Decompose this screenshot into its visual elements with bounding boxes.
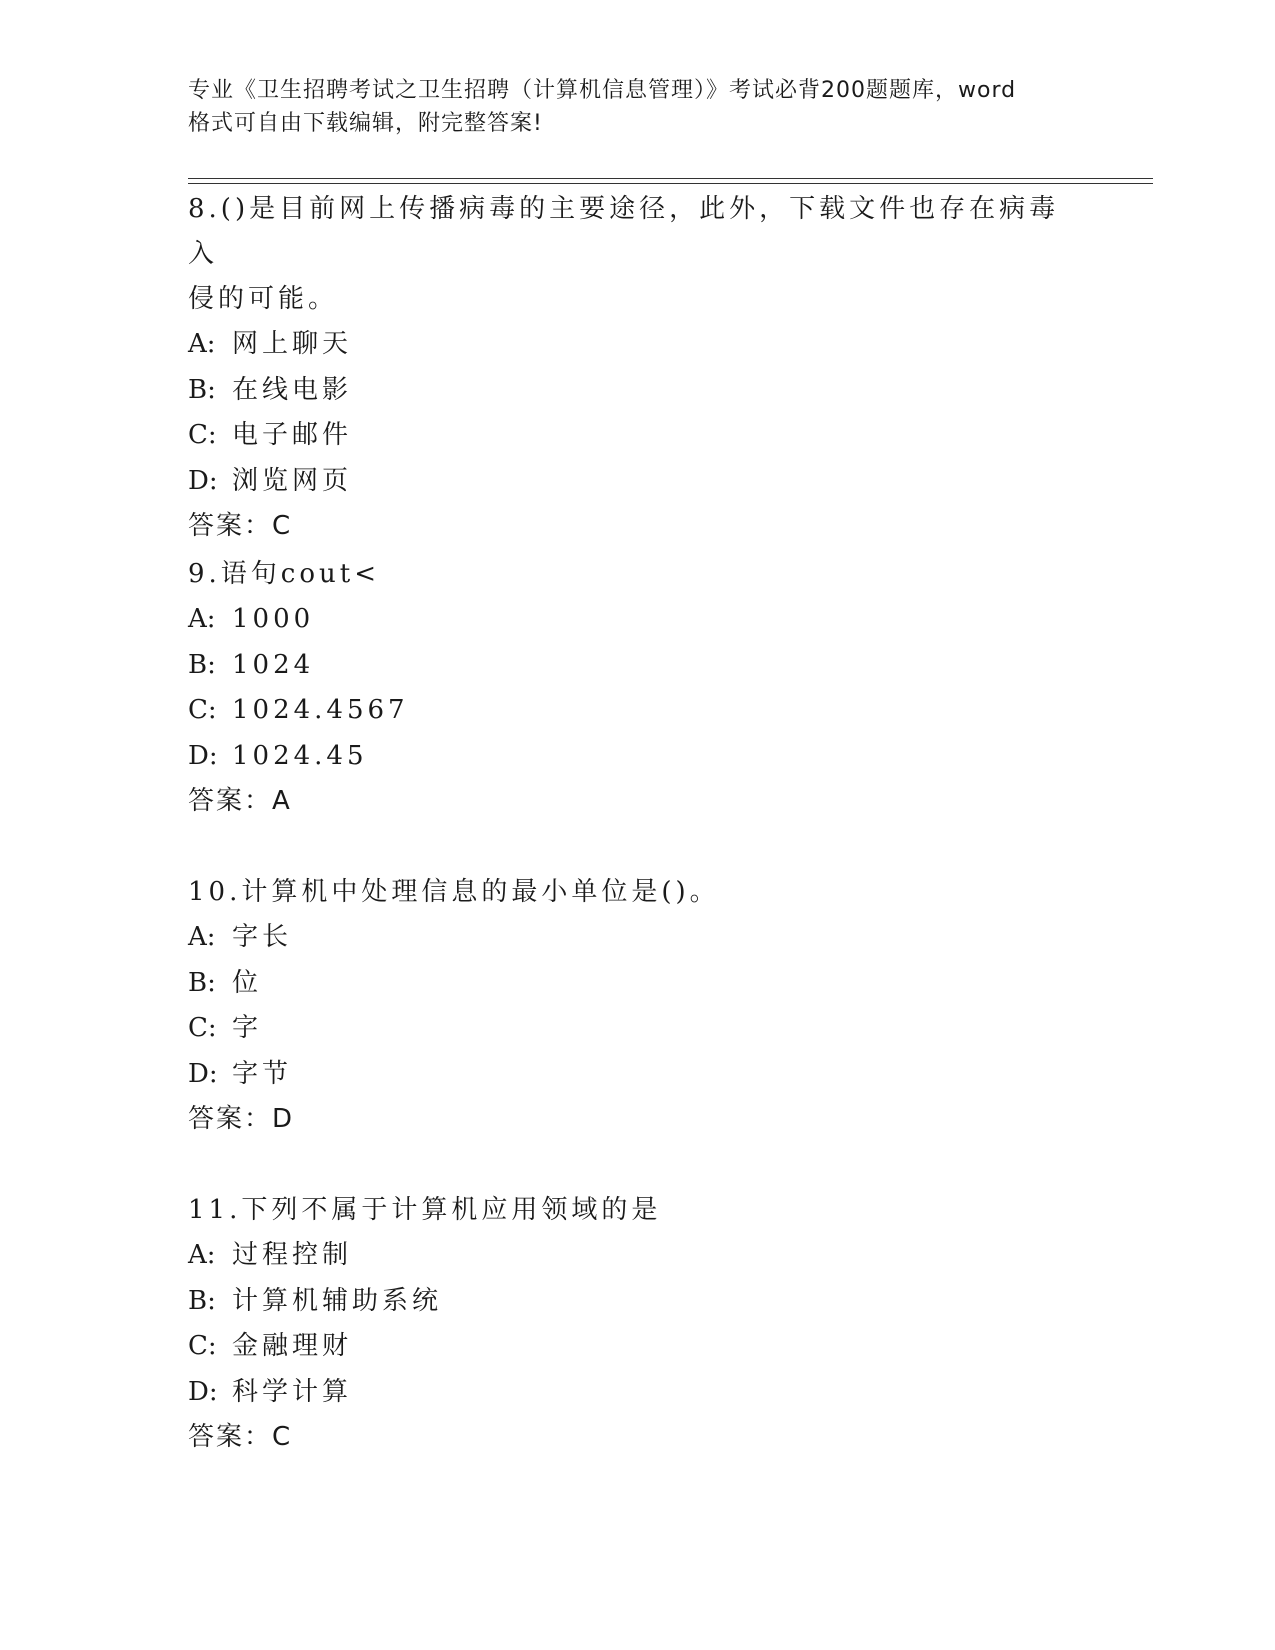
option-text: 字长: [232, 922, 293, 952]
header-line-2: 格式可自由下载编辑，附完整答案!: [188, 111, 543, 136]
answer-line: 答案：A: [188, 786, 292, 816]
option-text: 位: [232, 967, 263, 998]
option-text: 字: [232, 1013, 263, 1043]
option-b: [188, 643, 1088, 689]
option-text: 1024.45: [232, 740, 368, 771]
option-text: 浏览网页: [232, 465, 353, 496]
header-line-1: 专业《卫生招聘考试之卫生招聘（计算机信息管理）》考试必背200题题库，word: [188, 78, 1017, 103]
option-b: [188, 368, 1088, 414]
option-key: D:: [188, 465, 218, 496]
header-divider-bottom: [188, 183, 1153, 184]
option-text: 1000: [232, 604, 315, 634]
option-c: [188, 413, 1088, 459]
option-key: B:: [188, 967, 216, 998]
question-stem: 10.计算机中处理信息的最小单位是()。: [188, 877, 720, 907]
option-d: [188, 734, 1088, 780]
option-text: 字节: [232, 1058, 293, 1089]
option-a: [188, 915, 1088, 961]
option-key: C:: [188, 1331, 217, 1361]
answer-line: 答案：C: [188, 1422, 293, 1452]
option-d: [188, 1370, 1088, 1416]
question-stem: 9.语句cout<: [188, 559, 381, 589]
option-key: B:: [188, 649, 216, 680]
document-header: [188, 74, 1088, 140]
option-text: 计算机辅助系统: [232, 1285, 443, 1316]
answer-line: 答案：C: [188, 511, 293, 541]
option-text: 1024: [232, 649, 315, 680]
option-text: 1024.4567: [232, 695, 409, 725]
question-9: [188, 552, 1088, 824]
option-key: D:: [188, 1058, 218, 1089]
option-text: 网上聊天: [232, 329, 353, 359]
answer-line: 答案：D: [188, 1104, 295, 1134]
option-c: [188, 688, 1088, 734]
option-text: 过程控制: [232, 1240, 353, 1270]
question-stem: 8.()是目前网上传播病毒的主要途径，此外，下载文件也存在病毒入: [188, 194, 1060, 269]
option-c: [188, 1006, 1088, 1052]
question-stem: 11.下列不属于计算机应用领域的是: [188, 1195, 662, 1225]
option-a: [188, 597, 1088, 643]
option-d: [188, 1052, 1088, 1098]
question-stem-continued: 侵的可能。: [188, 284, 339, 314]
question-8: [188, 187, 1088, 549]
option-key: C:: [188, 420, 217, 450]
option-c: [188, 1324, 1088, 1370]
option-text: 电子邮件: [232, 420, 353, 450]
option-key: B:: [188, 1285, 216, 1316]
option-text: 科学计算: [232, 1376, 353, 1407]
question-11: [188, 1188, 1088, 1460]
option-text: 金融理财: [232, 1331, 353, 1361]
option-b: [188, 1279, 1088, 1325]
option-key: A:: [188, 922, 216, 952]
option-key: B:: [188, 374, 216, 405]
question-10: [188, 870, 1088, 1142]
option-key: C:: [188, 695, 217, 725]
option-key: D:: [188, 1376, 218, 1407]
option-key: D:: [188, 740, 218, 771]
option-key: C:: [188, 1013, 217, 1043]
header-divider-top: [188, 178, 1153, 179]
option-b: [188, 961, 1088, 1007]
option-a: [188, 1233, 1088, 1279]
option-text: 在线电影: [232, 374, 353, 405]
option-key: A:: [188, 1240, 216, 1270]
option-key: A:: [188, 604, 216, 634]
option-d: [188, 459, 1088, 505]
option-key: A:: [188, 329, 216, 359]
option-a: [188, 322, 1088, 368]
